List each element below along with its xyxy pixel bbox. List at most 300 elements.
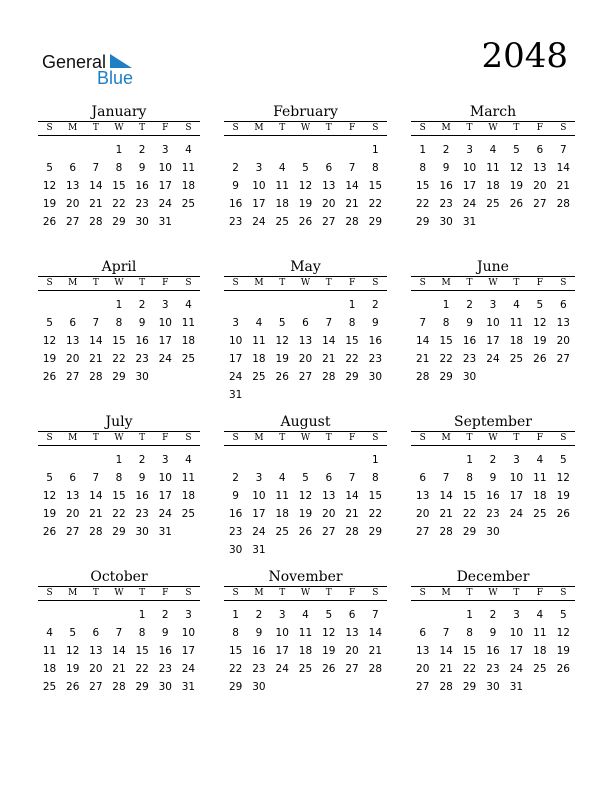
day-cell: [364, 541, 387, 559]
day-cell: 27: [416, 681, 430, 693]
day-cell: [528, 523, 551, 541]
day-cell: 25: [533, 508, 547, 520]
day-cell: [84, 296, 107, 314]
week-row: [224, 350, 387, 368]
day-cell: 6: [536, 144, 544, 156]
day-cell: 30: [135, 216, 149, 228]
day-cell: 17: [486, 335, 500, 347]
day-cell: 24: [252, 216, 266, 228]
week-row: [411, 606, 575, 624]
day-cell: 12: [533, 317, 547, 329]
day-cell: 18: [486, 180, 500, 192]
weekday-label: W: [300, 278, 311, 288]
day-cell: 9: [138, 162, 146, 174]
day-cell: [364, 386, 387, 404]
day-cell: 1: [115, 144, 123, 156]
day-cell: 5: [69, 627, 77, 639]
day-cell: 4: [536, 454, 544, 466]
weekday-label: M: [254, 123, 264, 133]
day-cell: 4: [536, 609, 544, 621]
day-cell: 7: [325, 317, 333, 329]
weekday-divider: [38, 135, 200, 136]
day-cell: 2: [138, 144, 146, 156]
day-cell: [61, 451, 84, 469]
day-cell: 30: [486, 526, 500, 538]
day-cell: 26: [66, 681, 80, 693]
weekday-label: S: [372, 123, 379, 133]
day-cell: 13: [416, 490, 430, 502]
week-row: [411, 296, 575, 314]
weekday-header-row: [224, 277, 387, 290]
day-cell: 12: [556, 472, 570, 484]
weekday-divider: [38, 600, 200, 601]
day-cell: 12: [298, 180, 313, 192]
day-cell: 15: [345, 335, 359, 347]
day-cell: 12: [42, 180, 57, 192]
day-cell: 2: [442, 144, 450, 156]
day-cell: 19: [42, 508, 57, 520]
weekday-divider: [224, 135, 387, 136]
week-row: [38, 624, 200, 642]
day-cell: 27: [416, 526, 430, 538]
week-row: [224, 177, 387, 195]
day-cell: 15: [439, 335, 453, 347]
day-cell: 26: [533, 353, 547, 365]
weekday-label: T: [279, 278, 286, 288]
day-cell: 30: [439, 216, 453, 228]
day-cell: 14: [89, 490, 103, 502]
day-cell: 29: [112, 216, 126, 228]
day-cell: 16: [135, 335, 149, 347]
day-cell: 8: [115, 472, 123, 484]
day-cell: 3: [255, 472, 263, 484]
day-cell: [224, 141, 247, 159]
day-cell: 10: [486, 317, 500, 329]
day-cell: [271, 678, 294, 696]
day-cell: 17: [158, 180, 172, 192]
day-cell: [294, 678, 317, 696]
day-cell: 9: [138, 317, 146, 329]
day-cell: 18: [275, 508, 289, 520]
day-cell: 8: [348, 317, 356, 329]
day-cell: 7: [115, 627, 123, 639]
logo-blue-text: Blue: [97, 68, 134, 88]
day-cell: 11: [509, 317, 524, 329]
day-cell: 27: [556, 353, 570, 365]
day-cell: [505, 523, 528, 541]
day-cell: [411, 451, 434, 469]
day-cell: 27: [345, 663, 359, 675]
day-cell: [84, 451, 107, 469]
weekday-label: F: [348, 433, 356, 443]
day-cell: 7: [372, 609, 379, 621]
day-cell: 29: [368, 216, 383, 228]
day-cell: 6: [69, 162, 77, 174]
weekday-label: T: [139, 123, 146, 133]
weekday-header-row: [411, 277, 575, 290]
day-cell: 8: [115, 317, 123, 329]
day-cell: 10: [509, 627, 524, 639]
weekday-label: W: [114, 433, 124, 443]
day-cell: 27: [89, 681, 103, 693]
month-title: June: [477, 259, 509, 275]
day-cell: 27: [66, 371, 80, 383]
day-cell: 19: [42, 198, 57, 210]
day-cell: [434, 451, 457, 469]
day-cell: 19: [556, 490, 570, 502]
day-cell: [505, 213, 528, 231]
weekday-label: T: [92, 433, 99, 443]
month-block: [411, 259, 575, 414]
day-cell: [61, 296, 84, 314]
weekday-label: S: [372, 278, 379, 288]
day-cell: 18: [275, 198, 289, 210]
weekday-label: M: [68, 588, 78, 598]
day-cell: 3: [232, 317, 239, 329]
day-cell: 29: [345, 371, 359, 383]
day-cell: [38, 606, 61, 624]
weekday-label: S: [232, 278, 239, 288]
day-cell: 2: [232, 472, 239, 484]
months-grid: [38, 104, 575, 724]
week-row: [224, 213, 387, 231]
day-cell: 21: [89, 353, 103, 365]
day-cell: 24: [462, 198, 477, 210]
day-cell: 4: [489, 144, 497, 156]
day-cell: 3: [161, 454, 169, 466]
day-cell: 28: [416, 371, 430, 383]
day-cell: 16: [462, 335, 477, 347]
day-cell: 27: [322, 526, 336, 538]
week-row: [224, 642, 387, 660]
day-cell: 16: [228, 198, 243, 210]
day-cell: 3: [278, 609, 286, 621]
day-cell: 29: [228, 681, 243, 693]
day-cell: 4: [185, 454, 192, 466]
day-cell: 18: [509, 335, 524, 347]
day-cell: 13: [66, 335, 80, 347]
day-cell: 3: [513, 609, 520, 621]
day-cell: [294, 541, 317, 559]
day-cell: 16: [368, 335, 383, 347]
day-cell: 23: [462, 353, 477, 365]
day-cell: 29: [462, 526, 477, 538]
week-row: [411, 195, 575, 213]
day-cell: 12: [556, 627, 570, 639]
day-cell: 30: [228, 544, 243, 556]
day-cell: 26: [322, 663, 336, 675]
week-row: [411, 469, 575, 487]
day-cell: [552, 678, 575, 696]
day-cell: 26: [298, 216, 313, 228]
day-cell: 22: [439, 353, 453, 365]
day-cell: 23: [439, 198, 453, 210]
week-row: [224, 678, 387, 696]
day-cell: 17: [252, 198, 266, 210]
day-cell: 5: [46, 472, 53, 484]
day-cell: 22: [345, 353, 359, 365]
weekday-label: T: [466, 123, 473, 133]
day-cell: 26: [298, 526, 313, 538]
weekday-divider: [411, 290, 575, 291]
month-block: [411, 569, 575, 724]
day-cell: 13: [66, 490, 80, 502]
day-cell: 14: [439, 645, 453, 657]
weekday-divider: [224, 600, 387, 601]
weekday-label: M: [254, 278, 264, 288]
day-cell: 31: [158, 526, 172, 538]
day-cell: 1: [348, 299, 356, 311]
day-cell: 27: [533, 198, 547, 210]
day-cell: 17: [228, 353, 243, 365]
week-row: [224, 332, 387, 350]
day-cell: 3: [466, 144, 473, 156]
day-cell: 25: [533, 663, 547, 675]
day-cell: 13: [322, 180, 336, 192]
day-cell: 4: [185, 144, 192, 156]
day-cell: 13: [66, 180, 80, 192]
day-cell: 30: [368, 371, 383, 383]
day-cell: 14: [112, 645, 126, 657]
day-cell: 29: [439, 371, 453, 383]
day-cell: [271, 296, 294, 314]
day-cell: 23: [368, 353, 383, 365]
weekday-label: T: [139, 433, 146, 443]
day-cell: 26: [42, 216, 57, 228]
weekday-label: F: [348, 588, 356, 598]
day-cell: [340, 678, 363, 696]
day-cell: 27: [322, 216, 336, 228]
month-title: May: [290, 259, 321, 275]
day-cell: 4: [302, 609, 309, 621]
day-cell: [84, 606, 107, 624]
weekday-header-row: [38, 277, 200, 290]
week-row: [38, 678, 200, 696]
day-cell: [247, 141, 270, 159]
day-cell: [177, 523, 200, 541]
day-cell: 11: [181, 472, 196, 484]
day-cell: 6: [348, 609, 356, 621]
day-cell: 24: [228, 371, 243, 383]
day-cell: 5: [559, 454, 567, 466]
weekday-divider: [411, 445, 575, 446]
day-cell: [38, 141, 61, 159]
day-cell: 10: [275, 627, 289, 639]
day-cell: 7: [92, 162, 100, 174]
day-cell: 31: [181, 681, 196, 693]
day-cell: 8: [466, 627, 473, 639]
day-cell: 25: [42, 681, 57, 693]
weekday-label: T: [92, 278, 99, 288]
day-cell: 5: [559, 609, 567, 621]
day-cell: 28: [439, 681, 453, 693]
day-cell: [505, 368, 528, 386]
day-cell: [38, 296, 61, 314]
weekday-label: S: [560, 588, 567, 598]
weekday-label: M: [68, 278, 78, 288]
weekday-label: S: [185, 433, 192, 443]
weekday-label: W: [300, 433, 311, 443]
day-cell: [481, 213, 504, 231]
day-cell: 30: [462, 371, 477, 383]
day-cell: 2: [161, 609, 169, 621]
day-cell: [247, 386, 270, 404]
weekday-label: S: [185, 588, 192, 598]
day-cell: 6: [69, 317, 77, 329]
day-cell: 23: [252, 663, 266, 675]
month-block: [224, 569, 387, 724]
week-row: [411, 624, 575, 642]
day-cell: [552, 368, 575, 386]
day-cell: [434, 606, 457, 624]
week-row: [224, 541, 387, 559]
day-cell: 22: [228, 663, 243, 675]
weekday-divider: [411, 135, 575, 136]
day-cell: 11: [42, 645, 57, 657]
weekday-label: M: [441, 433, 451, 443]
weekday-header-row: [38, 122, 200, 135]
week-row: [38, 177, 200, 195]
day-cell: 1: [442, 299, 450, 311]
day-cell: 25: [252, 371, 266, 383]
day-cell: 9: [255, 627, 263, 639]
day-cell: [340, 541, 363, 559]
day-cell: 20: [89, 663, 103, 675]
day-cell: 7: [442, 627, 450, 639]
weekday-label: T: [513, 433, 520, 443]
day-cell: 28: [112, 681, 126, 693]
day-cell: [317, 541, 340, 559]
day-cell: 7: [92, 472, 100, 484]
day-cell: [317, 386, 340, 404]
week-row: [38, 368, 200, 386]
day-cell: [38, 451, 61, 469]
day-cell: 20: [298, 353, 313, 365]
week-row: [411, 523, 575, 541]
day-cell: 18: [533, 490, 547, 502]
week-row: [38, 505, 200, 523]
day-cell: 4: [185, 299, 192, 311]
day-cell: [411, 296, 434, 314]
weekday-label: T: [513, 278, 520, 288]
day-cell: [317, 451, 340, 469]
day-cell: 28: [322, 371, 336, 383]
week-row: [38, 141, 200, 159]
year-title: 2048: [481, 36, 568, 76]
day-cell: 11: [181, 317, 196, 329]
day-cell: 20: [416, 663, 430, 675]
day-cell: 1: [372, 144, 379, 156]
weekday-label: T: [325, 278, 332, 288]
day-cell: 31: [252, 544, 266, 556]
month-block: [224, 259, 387, 414]
day-cell: 17: [462, 180, 477, 192]
day-cell: 1: [466, 609, 473, 621]
day-cell: 15: [135, 645, 149, 657]
weekday-label: M: [441, 588, 451, 598]
day-cell: 7: [92, 317, 100, 329]
day-cell: 15: [416, 180, 430, 192]
week-row: [411, 314, 575, 332]
week-row: [38, 660, 200, 678]
day-cell: 8: [466, 472, 473, 484]
day-cell: 1: [232, 609, 239, 621]
day-cell: 26: [42, 371, 57, 383]
day-cell: 16: [135, 180, 149, 192]
weekday-divider: [38, 290, 200, 291]
day-cell: 20: [322, 198, 336, 210]
weekday-label: T: [466, 588, 473, 598]
weekday-label: M: [68, 123, 78, 133]
day-cell: 31: [462, 216, 477, 228]
day-cell: 18: [42, 663, 57, 675]
day-cell: 10: [158, 472, 172, 484]
day-cell: 9: [466, 317, 473, 329]
day-cell: 31: [509, 681, 524, 693]
weekday-label: S: [419, 588, 426, 598]
weekday-label: S: [372, 433, 379, 443]
weekday-label: T: [466, 433, 473, 443]
week-row: [224, 141, 387, 159]
day-cell: 10: [181, 627, 196, 639]
day-cell: 12: [322, 627, 336, 639]
day-cell: 26: [42, 526, 57, 538]
day-cell: 9: [232, 490, 239, 502]
week-row: [411, 177, 575, 195]
day-cell: 20: [322, 508, 336, 520]
day-cell: 17: [509, 490, 524, 502]
day-cell: 13: [416, 645, 430, 657]
day-cell: 8: [232, 627, 239, 639]
day-cell: 22: [462, 663, 477, 675]
day-cell: 20: [556, 335, 570, 347]
week-row: [224, 296, 387, 314]
day-cell: [177, 213, 200, 231]
day-cell: 5: [513, 144, 520, 156]
day-cell: 21: [89, 508, 103, 520]
day-cell: 12: [275, 335, 289, 347]
weekday-label: W: [114, 278, 124, 288]
day-cell: 28: [89, 371, 103, 383]
day-cell: 10: [252, 490, 266, 502]
day-cell: 9: [489, 627, 497, 639]
day-cell: 3: [161, 299, 169, 311]
day-cell: [247, 296, 270, 314]
day-cell: 10: [228, 335, 243, 347]
day-cell: [481, 368, 504, 386]
day-cell: 8: [138, 627, 146, 639]
day-cell: 21: [345, 198, 359, 210]
logo: [42, 52, 142, 88]
week-row: [224, 523, 387, 541]
weekday-label: S: [232, 588, 239, 598]
week-row: [411, 159, 575, 177]
day-cell: [294, 141, 317, 159]
day-cell: 22: [368, 198, 383, 210]
day-cell: 1: [138, 609, 146, 621]
week-row: [411, 141, 575, 159]
weekday-divider: [224, 290, 387, 291]
day-cell: 6: [325, 162, 333, 174]
day-cell: 14: [89, 335, 103, 347]
day-cell: [84, 141, 107, 159]
day-cell: 18: [181, 335, 196, 347]
day-cell: 7: [348, 472, 356, 484]
day-cell: 25: [298, 663, 313, 675]
day-cell: 4: [46, 627, 53, 639]
month-block: [38, 259, 200, 414]
weekday-label: S: [560, 278, 567, 288]
